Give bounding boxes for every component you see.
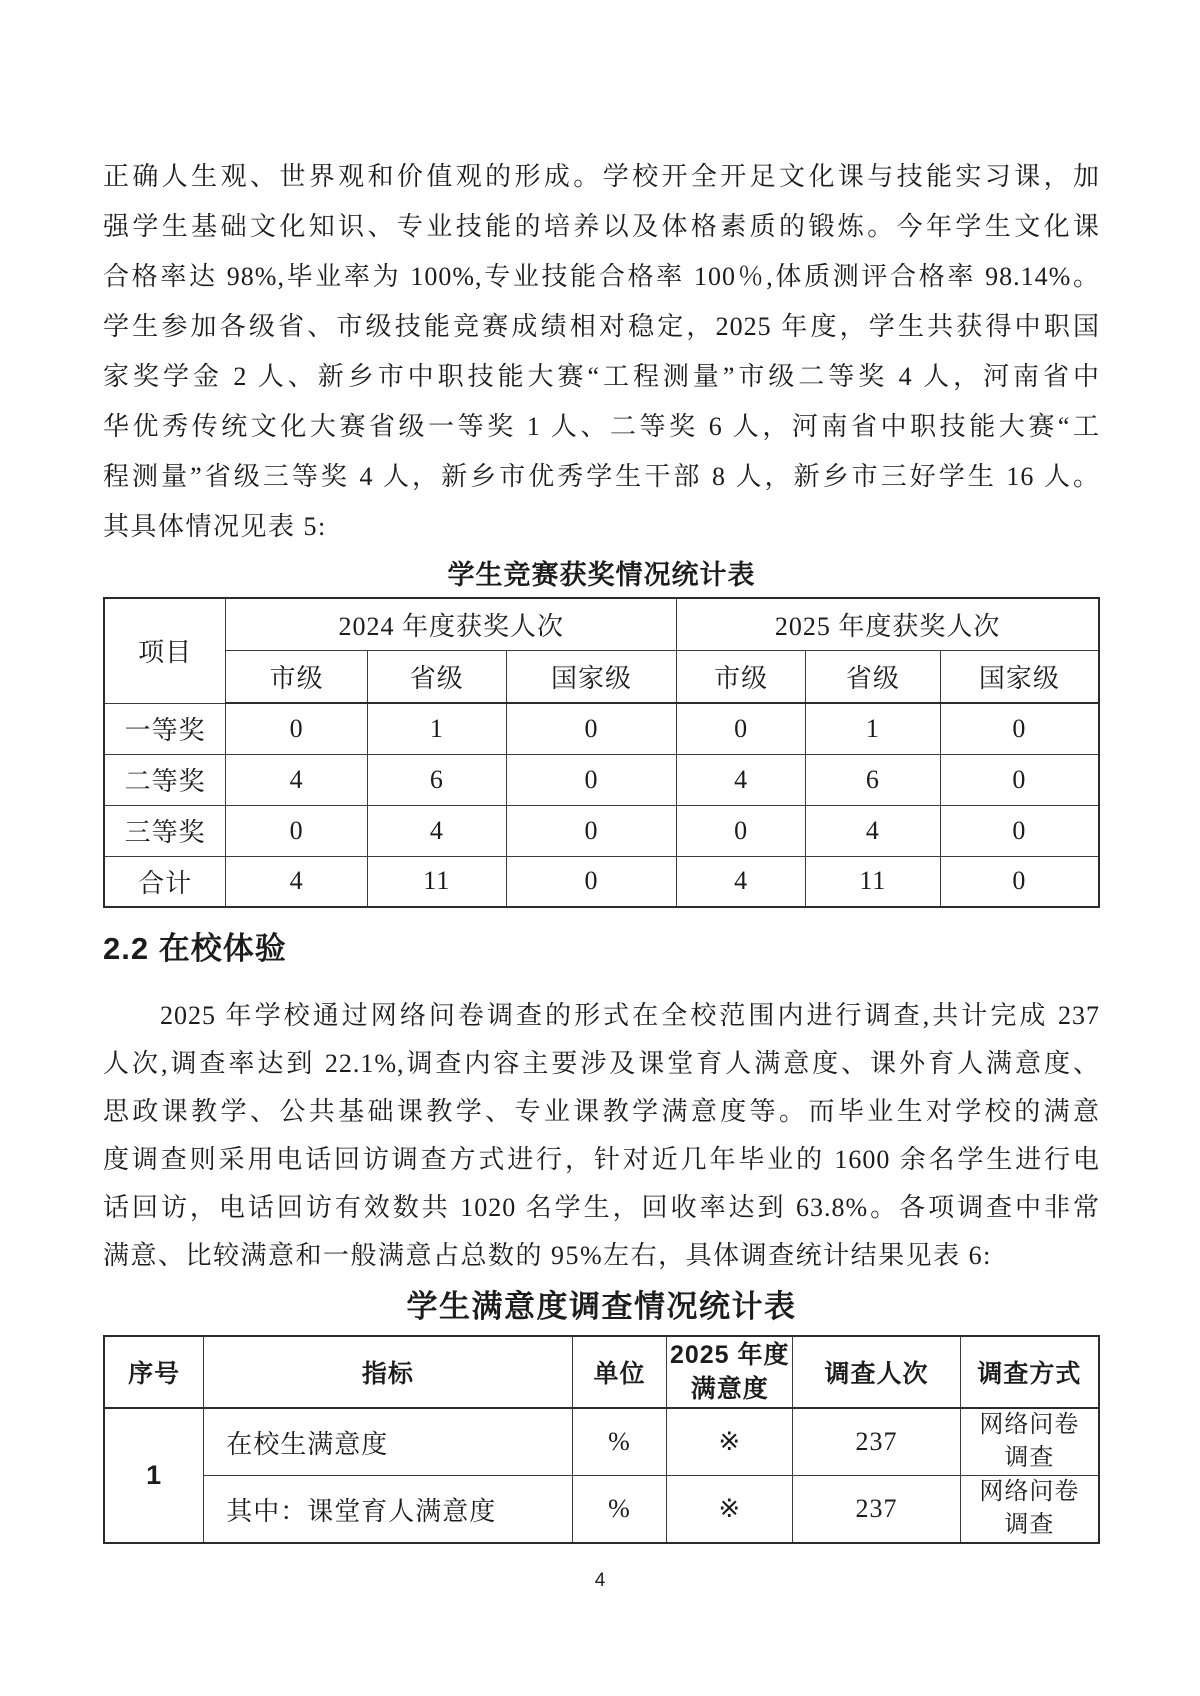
table-cell: 1	[806, 703, 941, 754]
paragraph-line: 思政课教学、公共基础课教学、专业课教学满意度等。而毕业生对学校的满意	[103, 1097, 1100, 1126]
table-cell	[960, 1476, 1099, 1544]
table-cell: 0	[226, 703, 368, 754]
table-cell: 合计	[104, 856, 226, 907]
table-row	[104, 1476, 1099, 1544]
paragraph-line: 其具体情况见表 5:	[103, 512, 327, 541]
table-row	[104, 703, 1099, 754]
awards-table	[103, 597, 1100, 908]
awards-table-title: 学生竞赛获奖情况统计表	[447, 560, 756, 590]
table-header-cell: 调查方式	[960, 1336, 1099, 1408]
table-header-cell: 2024 年度获奖人次	[226, 598, 677, 650]
table-cell	[960, 1408, 1099, 1476]
table-header-cell: 市级	[226, 650, 368, 703]
table-header-cell: 国家级	[940, 650, 1099, 703]
table-header-cell: 项目	[104, 598, 226, 703]
satisfaction-table	[103, 1335, 1100, 1544]
paragraph-academic-results	[103, 152, 1100, 552]
table-header-cell: 调查人次	[793, 1336, 961, 1408]
table-header-cell: 指标	[204, 1336, 572, 1408]
table-cell: 其中：课堂育人满意度	[204, 1476, 572, 1544]
table-cell: 4	[226, 856, 368, 907]
cell-line: 网络问卷	[979, 1412, 1080, 1438]
table-row	[104, 856, 1099, 907]
table-cell: 0	[940, 805, 1099, 856]
table-cell: 0	[677, 703, 806, 754]
paragraph-line: 人次,调查率达到 22.1%,调查内容主要涉及课堂育人满意度、课外育人满意度、	[103, 1049, 1100, 1078]
table-cell: %	[572, 1476, 667, 1544]
paragraph-satisfaction-survey	[103, 992, 1100, 1280]
table-cell: 237	[793, 1408, 961, 1476]
table-cell: 0	[506, 703, 677, 754]
table-cell: %	[572, 1408, 667, 1476]
header-line: 满意度	[690, 1375, 769, 1403]
paragraph-line: 华优秀传统文化大赛省级一等奖 1 人、二等奖 6 人，河南省中职技能大赛“工	[103, 412, 1100, 441]
paragraph-line: 学生参加各级省、市级技能竞赛成绩相对稳定，2025 年度，学生共获得中职国	[103, 312, 1100, 341]
cell-line: 网络问卷	[979, 1479, 1080, 1505]
table-header-cell: 省级	[806, 650, 941, 703]
table-cell: 4	[677, 754, 806, 805]
table-cell: ※	[667, 1408, 793, 1476]
table-header-cell: 2025 年度获奖人次	[677, 598, 1099, 650]
table-cell: 在校生满意度	[204, 1408, 572, 1476]
table-header-cell: 国家级	[506, 650, 677, 703]
cell-line: 调查	[1004, 1512, 1055, 1538]
table-cell: 4	[677, 856, 806, 907]
table-cell: 4	[806, 805, 941, 856]
paragraph-line: 满意、比较满意和一般满意占总数的 95%左右，具体调查统计结果见表 6:	[103, 1241, 992, 1270]
table-cell: 一等奖	[104, 703, 226, 754]
table-cell: ※	[667, 1476, 793, 1544]
satisfaction-table-title: 学生满意度调查情况统计表	[406, 1289, 797, 1324]
paragraph-line: 家奖学金 2 人、新乡市中职技能大赛“工程测量”市级二等奖 4 人，河南省中	[103, 362, 1100, 391]
table-cell: 三等奖	[104, 805, 226, 856]
table-cell: 0	[506, 805, 677, 856]
table-cell: 0	[506, 754, 677, 805]
table-cell: 0	[940, 856, 1099, 907]
table-cell: 0	[226, 805, 368, 856]
table-header-cell: 省级	[367, 650, 506, 703]
paragraph-line: 正确人生观、世界观和价值观的形成。学校开全开足文化课与技能实习课，加	[103, 162, 1100, 191]
table-cell: 二等奖	[104, 754, 226, 805]
cell-line: 调查	[1004, 1445, 1055, 1471]
paragraph-line: 2025 年学校通过网络问卷调查的形式在全校范围内进行调查,共计完成 237	[160, 1001, 1100, 1030]
page-number: 4	[594, 1570, 606, 1591]
table-cell: 6	[806, 754, 941, 805]
table-cell: 4	[226, 754, 368, 805]
section-heading: 2.2 在校体验	[103, 931, 287, 966]
paragraph-line: 度调查则采用电话回访调查方式进行，针对近几年毕业的 1600 余名学生进行电	[103, 1145, 1100, 1174]
paragraph-line: 程测量”省级三等奖 4 人，新乡市优秀学生干部 8 人，新乡市三好学生 16 人。	[103, 462, 1100, 491]
table-cell: 0	[940, 754, 1099, 805]
table-cell: 0	[506, 856, 677, 907]
table-cell: 0	[940, 703, 1099, 754]
table-cell-seq: 1	[104, 1408, 204, 1543]
table-cell: 11	[806, 856, 941, 907]
table-cell: 0	[677, 805, 806, 856]
table-cell: 4	[367, 805, 506, 856]
table-cell: 6	[367, 754, 506, 805]
table-row	[104, 1408, 1099, 1476]
paragraph-line: 强学生基础文化知识、专业技能的培养以及体格素质的锻炼。今年学生文化课	[103, 212, 1100, 241]
table-header-cell	[667, 1336, 793, 1408]
table-row	[104, 805, 1099, 856]
table-cell: 237	[793, 1476, 961, 1544]
table-cell: 11	[367, 856, 506, 907]
paragraph-line: 话回访，电话回访有效数共 1020 名学生，回收率达到 63.8%。各项调查中非常	[103, 1193, 1100, 1222]
paragraph-line: 合格率达 98%,毕业率为 100%,专业技能合格率 100％,体质测评合格率 98.14%。	[103, 262, 1100, 291]
table-header-cell: 单位	[572, 1336, 667, 1408]
table-row	[104, 754, 1099, 805]
table-cell: 1	[367, 703, 506, 754]
table-header-cell: 市级	[677, 650, 806, 703]
header-line: 2025 年度	[669, 1341, 790, 1369]
table-header-cell: 序号	[104, 1336, 204, 1408]
